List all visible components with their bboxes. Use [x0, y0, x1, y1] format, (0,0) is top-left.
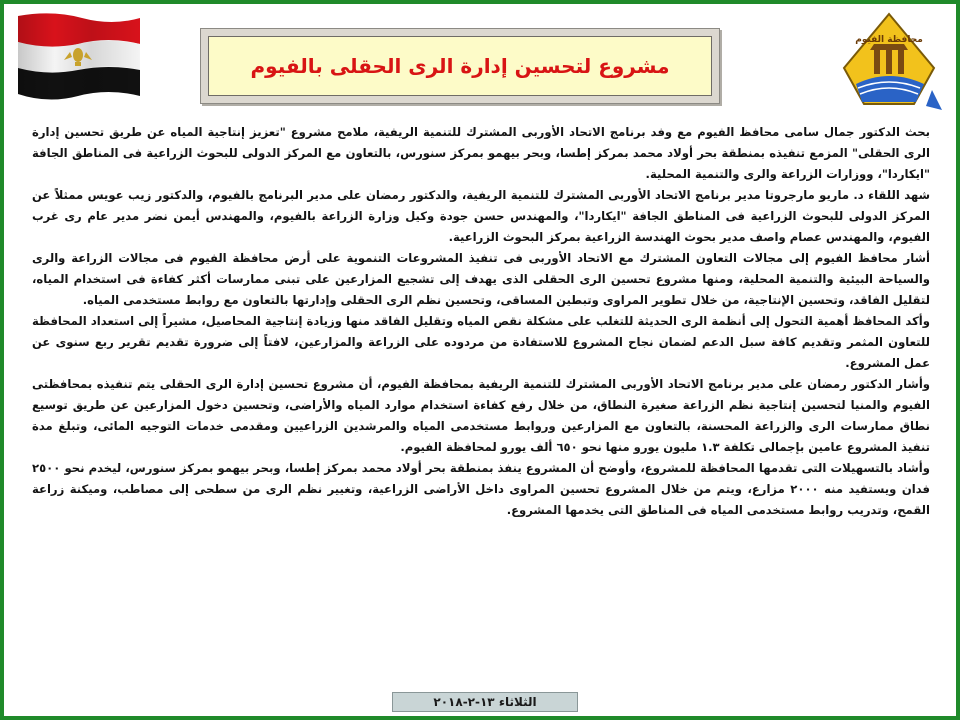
article-paragraph: شهد اللقاء د. ماريو مارجروتا مدير برنامج الاتحاد الأوربى المشترك للتنمية الريفية، والدكتور رمضان على مدير البرنامج بالفيوم، والدكتور زيب عويس ممثلاً عن المركز الدولى للبحوث الزراعية فى المناطق الجافة "ايكاردا"، والمهندس حسن جودة وكيل وزارة الزراعة بالفيوم، والمهندس أيمن نضر مدير عام رى غرب الفيوم، والمهندس عصام واصف مدير بحوث الهندسة الزراعية بمركز البحوث الزراعية.	[32, 188, 930, 244]
fayoum-governorate-logo	[834, 10, 944, 112]
date-label: الثلاثاء ١٣-٢-٢٠١٨	[433, 695, 537, 709]
article-paragraph: أشار محافظ الفيوم إلى مجالات التعاون المشترك مع الاتحاد الأوربى فى تنفيذ المشروعات التنموية على أرض محافظة الفيوم فى مجالات الزراعة والرى والسياحة البيئية والتنمية المحلية، ومنها مشروع تحسين الرى الحقلى الذى يهدف إلى تشجيع المزارعين على تبنى ممارسات أكثر كفاءة فى استخدام المياه، لتقليل الفاقد، وتحسين الإنتاجية، من خلال تطوير المراوى وتبطين المساقى، وتحسين نظم الرى الحقلى وإدارتها بالتعاون مع روابط مستخدمى المياه.	[32, 251, 930, 307]
page-title: مشروع لتحسين إدارة الرى الحقلى بالفيوم	[250, 54, 670, 78]
article-paragraph: بحث الدكتور جمال سامى محافظ الفيوم مع وفد برنامج الاتحاد الأوربى المشترك للتنمية الريفية، ملامح مشروع "تعزيز إنتاجية المياه عن طريق تحسين إدارة الرى الحقلى" المزمع تنفيذه بمنطقة بحر أولاد محمد بمركز إطسا، وبحر بيهمو بمركز سنورس، بالتعاون مع المركز الدولى للبحوث الزراعية فى المناطق الجافة "ايكاردا"، ووزارات الزراعة والرى والتنمية المحلية.	[32, 125, 930, 181]
title-box	[200, 28, 720, 104]
article-body	[32, 122, 930, 521]
logo-text: محافظة الفيوم	[855, 35, 923, 45]
title-inner	[208, 36, 712, 96]
article-paragraph: وأكد المحافظ أهمية التحول إلى أنظمة الرى الحديثة للتغلب على مشكلة نقص المياه وتقليل الفاقد منها وزيادة إنتاجية المحاصيل، مشيراً إلى استعداد المحافظة للتعاون المثمر وتقديم كافة سبل الدعم لضمان نجاح المشروع للاستفادة من مردوده على الزراعة والمزارعين، لافتاً إلى ضرورة تقديم تقرير ربع سنوى عن عمل المشروع.	[32, 314, 930, 370]
article-paragraph: وأشار الدكتور رمضان على مدير برنامج الاتحاد الأوربى المشترك للتنمية الريفية بمحافظة الفيوم، أن مشروع تحسين إدارة الرى الحقلى يتم تنفيذه بمحافظتى الفيوم والمنيا لتحسين إنتاجية نظم الزراعة صغيرة النطاق، من خلال رفع كفاءة استخدام موارد المياه والأراضى، وتحسين دخول المزارعين عن طريق توسيع نطاق ممارسات الرى والزراعة المحسنة، بالتعاون مع المزارعين وروابط مستخدمى المياه والمرشدين الزراعيين ومقدمى خدمات التوجيه المائى، وتبلغ مدة تنفيذ المشروع عامين بإجمالى تكلفة ١.٣ مليون يورو منها نحو ٦٥٠ ألف يورو لمحافظة الفيوم.	[32, 377, 930, 454]
date-bar	[392, 692, 578, 712]
article-paragraph: وأشاد بالتسهيلات التى تقدمها المحافظة للمشروع، وأوضح أن المشروع ينفذ بمنطقة بحر أولاد محمد بمركز إطسا، وبحر بيهمو بمركز سنورس، ليخدم نحو ٢٥٠٠ فدان ويستفيد منه ٢٠٠٠ مزارع، ويتم من خلال المشروع تحسين المراوى داخل الأراضى الزراعية، وتغيير نظم الرى من سطحى إلى مصاطب، وميكنة زراعة القمح، وتدريب روابط مستخدمى المياه فى المناطق التى يخدمها المشروع.	[32, 461, 930, 517]
egypt-flag-icon	[12, 10, 142, 102]
